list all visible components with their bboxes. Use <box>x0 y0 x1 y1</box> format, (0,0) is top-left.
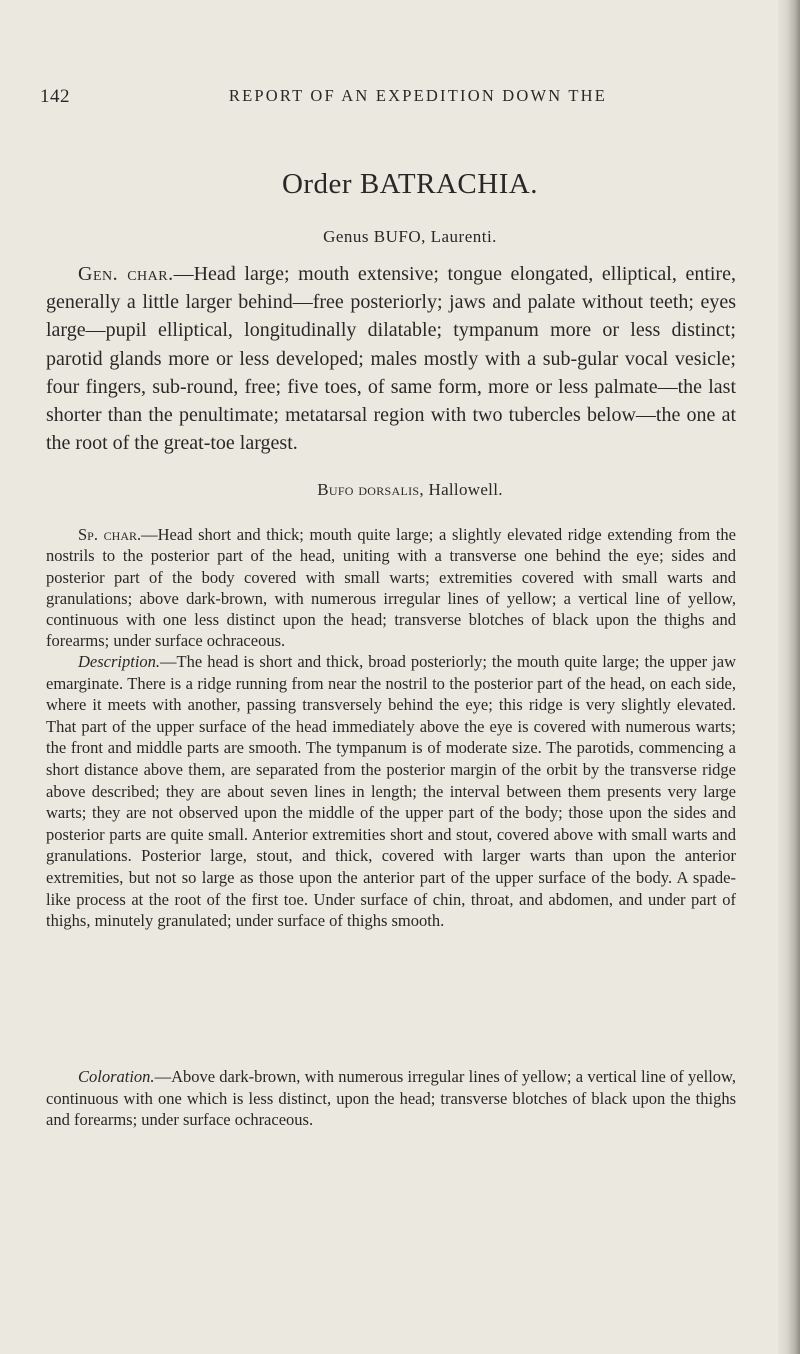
coloration-text: —Above dark-brown, with numerous irregular lines of yellow; a vertical line of yellow, continuous with one which is less distinct, upon the head; transverse blotches of black upon the thighs and forearms; under surface ochraceous. <box>46 1067 736 1130</box>
book-spine-edge <box>778 0 800 1354</box>
genus-heading: Genus BUFO, Laurenti. <box>323 227 497 246</box>
coloration-paragraph <box>46 1066 736 1131</box>
coloration-label: Coloration. <box>78 1067 155 1086</box>
book-page <box>40 0 780 1354</box>
description-label: Description. <box>78 652 161 671</box>
specific-character-label: Sp. char. <box>78 525 142 544</box>
species-name: Bufo dorsalis <box>317 480 420 499</box>
running-head-title: REPORT OF AN EXPEDITION DOWN THE <box>228 86 608 105</box>
description-text: —The head is short and thick, broad posteriorly; the mouth quite large; the upper jaw emarginate. There is a ridge running from near the nostril to the posterior part of the head, on each side, where it meets with another, passing transversely behind the eye; this ridge is very slightly elevated. That part of the upper surface of the head immediately above the eye is covered with numerous warts; the front and middle parts are smooth. The tympanum is of moderate size. The parotids, commencing a short distance above them, are separated from the posterior margin of the orbit by the transverse ridge above described; they are about seven lines in length; the interval between them presents very large warts; they are not observed upon the middle of the upper part of the body; those upon the sides and posterior parts are quite small. Anterior extremities short and stout, covered above with small warts and granulations. Posterior large, stout, and thick, covered with larger warts than upon the anterior extremities, but not so large as those upon the anterior part of the upper surface of the body. A spade-like process at the root of the first toe. Under surface of chin, throat, and abdomen, and under part of thighs, minutely granulated; under surface of thighs smooth. <box>46 652 736 931</box>
description-paragraph <box>46 651 736 932</box>
generic-character-text: —Head large; mouth extensive; tongue elongated, elliptical, entire, generally a little larger behind—free posteriorly; jaws and palate without teeth; eyes large—pupil elliptical, longitudinally dilatable; tympanum more or less distinct; parotid glands more or less developed; males mostly with a sub-gular vocal vesicle; four fingers, sub-round, free; five toes, of same form, more or less palmate—the last shorter than the penultimate; metatarsal region with two tubercles below—the one at the root of the great-toe largest. <box>46 263 736 455</box>
specific-character-paragraph <box>46 524 736 652</box>
order-heading: Order BATRACHIA. <box>281 168 539 200</box>
generic-character-label: Gen. char. <box>78 263 174 285</box>
species-author: , Hallowell. <box>419 480 503 499</box>
generic-character-paragraph <box>46 260 736 457</box>
species-heading <box>40 480 780 500</box>
running-head <box>40 86 740 106</box>
specific-character-text: —Head short and thick; mouth quite large; a slightly elevated ridge extending from the nostrils to the posterior part of the head, uniting with a transverse one behind the eye; sides and posterior part of the body covered with small warts; extremities covered with small warts and granulations; above dark-brown, with numerous irregular lines of yellow; a vertical line of yellow, continuous with one less distinct upon the head; transverse blotches of black upon the thighs and forearms; under surface ochraceous. <box>46 525 736 651</box>
page-number: 142 <box>40 86 70 107</box>
